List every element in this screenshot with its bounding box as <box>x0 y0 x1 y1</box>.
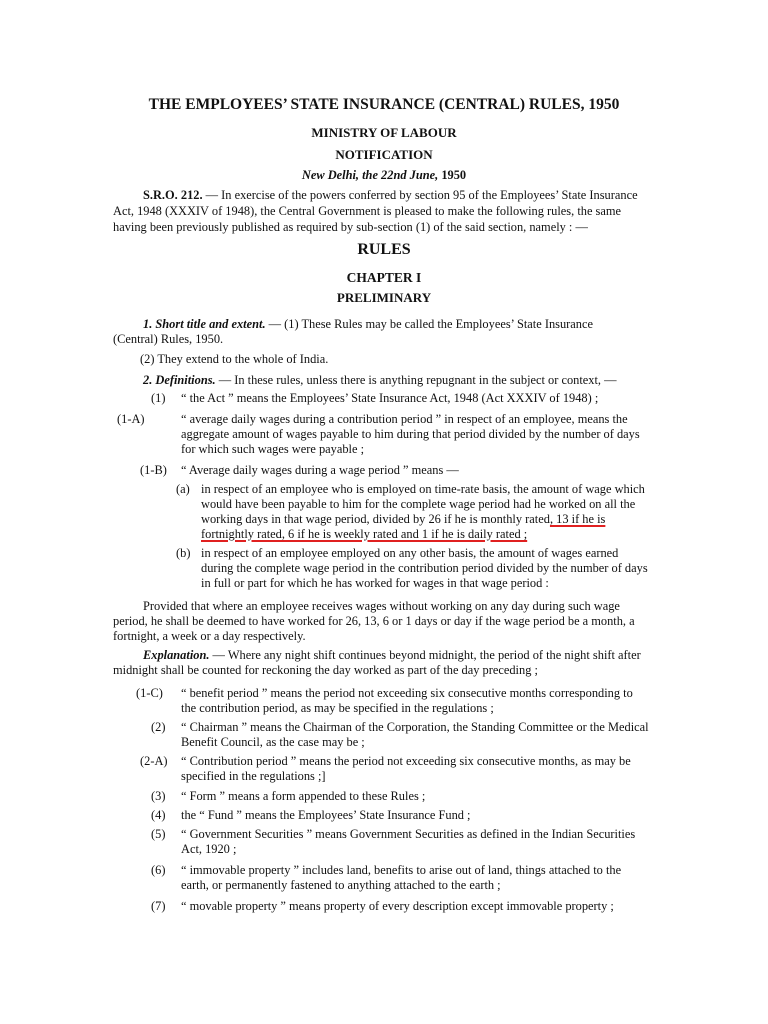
clause-text: in full or part for which he has worked for wages in that wage period : <box>201 576 549 590</box>
def-text: “ Government Securities ” means Government Securities as defined in the Indian Securities <box>181 827 636 841</box>
def-text: “ Average daily wages during a wage period ” means — <box>181 463 459 477</box>
def-number: (1-A) <box>117 412 145 426</box>
def-number: (2) <box>151 720 166 734</box>
explanation-line: midnight shall be counted for reckoning the day worked as part of the day preceding ; <box>113 663 538 677</box>
highlighted-text: fortnightly rated, 6 if he is weekly rated and 1 if he is daily rated ; <box>201 527 528 541</box>
rule-2-label: 2. Definitions. <box>143 373 216 387</box>
def-text: “ Chairman ” means the Chairman of the Corporation, the Standing Committee or the Medical <box>181 720 649 734</box>
def-number: (3) <box>151 789 166 803</box>
explanation: Explanation. — Where any night shift continues beyond midnight, the period of the night shift after <box>143 648 641 662</box>
def-number: (4) <box>151 808 166 822</box>
sro-line: having been previously published as required by sub-section (1) of the said section, namely : — <box>113 220 588 234</box>
def-text: Act, 1920 ; <box>181 842 237 856</box>
clause-text: in respect of an employee employed on any other basis, the amount of wages earned <box>201 546 619 560</box>
chapter-heading: CHAPTER I <box>346 270 422 285</box>
def-number: (5) <box>151 827 166 841</box>
def-text: “ the Act ” means the Employees’ State Insurance Act, 1948 (Act XXXIV of 1948) ; <box>181 391 599 405</box>
def-text: “ immovable property ” includes land, benefits to arise out of land, things attached to the <box>181 863 622 877</box>
clause-text <box>201 526 527 542</box>
def-text: specified in the regulations ;] <box>181 769 326 783</box>
clause-text: working days in that wage period, divided by 26 if he is monthly rated, 13 if he is <box>201 512 606 526</box>
dateline-year: 1950 <box>441 168 467 182</box>
def-text: the contribution period, as may be specified in the regulations ; <box>181 701 494 715</box>
proviso-line: Provided that where an employee receives wages without working on any day during such wage <box>143 599 620 613</box>
def-text: for which such wages were payable ; <box>181 442 365 456</box>
clause-label: (a) <box>176 482 190 496</box>
def-text: “ movable property ” means property of every description except immovable property ; <box>181 899 614 913</box>
def-text: Benefit Council, as the case may be ; <box>181 735 365 749</box>
def-number: (1) <box>151 391 166 405</box>
def-text: earth, or permanently fastened to anything attached to the earth ; <box>181 878 501 892</box>
def-text: “ average daily wages during a contribution period ” in respect of an employee, means the <box>181 412 628 426</box>
document-title: THE EMPLOYEES’ STATE INSURANCE (CENTRAL) RULES, 1950 <box>148 96 620 113</box>
def-number: (7) <box>151 899 166 913</box>
def-text: “ Form ” means a form appended to these Rules ; <box>181 789 426 803</box>
rule-1-line: (Central) Rules, 1950. <box>113 332 224 346</box>
def-number: (2-A) <box>140 754 168 768</box>
rule-1-label: 1. Short title and extent. <box>143 317 266 331</box>
preliminary-heading: PRELIMINARY <box>336 290 432 305</box>
clause-text: during the complete wage period in the contribution period divided by the number of days <box>201 561 648 575</box>
def-number: (1-C) <box>136 686 163 700</box>
clause-text: in respect of an employee who is employed on time-rate basis, the amount of wage which <box>201 482 645 496</box>
clause-label: (b) <box>176 546 191 560</box>
proviso-line: period, he shall be deemed to have worked for 26, 13, 6 or 1 days or day if the wage period be a month, a <box>113 614 635 628</box>
rule-1-2: (2) They extend to the whole of India. <box>140 352 329 366</box>
def-text: “ benefit period ” means the period not exceeding six consecutive months corresponding to <box>181 686 633 700</box>
clause-text: would have been payable to him for the complete wage period had he worked on all the <box>201 497 636 511</box>
notification-heading: NOTIFICATION <box>335 147 433 162</box>
def-text: aggregate amount of wages payable to him during that period divided by the number of days <box>181 427 640 441</box>
def-text: the “ Fund ” means the Employees’ State Insurance Fund ; <box>181 808 471 822</box>
rule-1: 1. Short title and extent. — (1) These Rules may be called the Employees’ State Insurance <box>143 317 593 331</box>
explanation-label: Explanation. <box>143 648 210 662</box>
proviso-line: fortnight, a week or a day respectively. <box>113 629 306 643</box>
dateline <box>0 167 768 183</box>
sro-line: Act, 1948 (XXXIV of 1948), the Central Government is pleased to make the following rules, the same <box>113 204 622 218</box>
highlighted-text: , 13 if he is <box>549 512 606 526</box>
sro-paragraph: S.R.O. 212. — In exercise of the powers conferred by section 95 of the Employees’ State Insurance <box>143 188 638 202</box>
def-text: “ Contribution period ” means the period not exceeding six consecutive months, as may be <box>181 754 631 768</box>
def-number: (6) <box>151 863 166 877</box>
dateline-place: New Delhi, the 22nd June, <box>301 168 439 182</box>
def-number: (1-B) <box>140 463 167 477</box>
ministry-heading: MINISTRY OF LABOUR <box>311 125 457 140</box>
rule-2: 2. Definitions. — In these rules, unless there is anything repugnant in the subject or context, — <box>143 373 617 387</box>
rules-heading: RULES <box>357 241 411 258</box>
sro-label: S.R.O. 212. <box>143 188 203 202</box>
